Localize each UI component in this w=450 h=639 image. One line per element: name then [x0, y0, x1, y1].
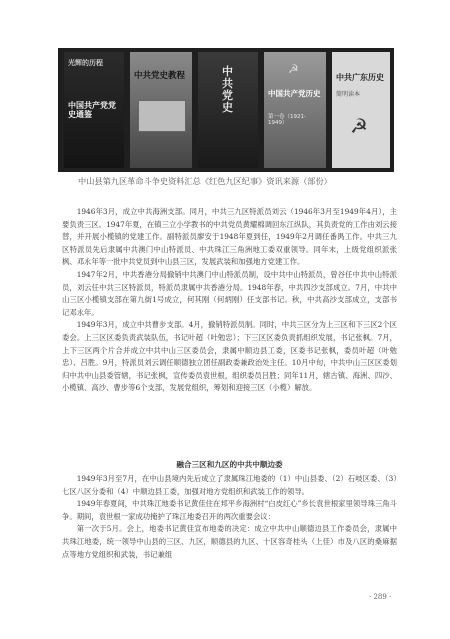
book-4-subtitle: 第一卷（1921-1949） [268, 114, 306, 127]
paragraph: 1946年3月，成立中共海洲支部。同月，中共三九区特派员刘云（1946年3月至1949年4月），主要负责三区。1947年夏，在镇三立小学教书的中共党员黄耀棉调回东江纵队，其负责党的工作由刘云接替，并开展小榄镇的党建工作。副特派员廖安于1948年夏到任，1949年2月调任番禺工作。中共三九区特派员先后隶属中共澳门中山特派员、中共珠江三角洲地工委双重领导。同年末，上级党组织派张枫、邓永年等一批中共党员到中山县三区，发展武装和加强地方党建工作。 [62, 207, 397, 267]
book-cover-3 [198, 52, 258, 168]
photo-caption: 中山县第九区革命斗争史资料汇总《红色九区纪事》资讯来源（部份） [78, 176, 332, 186]
party-emblem-icon: ☭ [350, 114, 368, 138]
page-number: · 289 · [369, 593, 392, 601]
paragraph: 1949年春夏间，中共珠江地委书记黄佳住在邦平乡海洲村“白皮红心”乡长袁世根家里领导珠三角斗争。期间，袁世根一家成功掩护了珠江地委召开的两次重要会议： [62, 499, 397, 521]
section-heading: 融合三区和九区的中共中顺边委 [176, 460, 283, 469]
paragraph: 第一次于5月。会上，地委书记黄佳宣布地委的决定：成立中共中山顺德边县工作委员会，隶属中共珠江地委，统一领导中山县的三区、九区，顺德县的九区、十区容奇桂头（上佳）市及八区的桑麻据点等地方党组织和武装，书记兼组 [62, 524, 397, 559]
book-covers-photo [58, 48, 394, 172]
book-4-title: 中国共产党历史 [268, 89, 321, 98]
party-emblem-icon: ☭ [288, 62, 299, 76]
paragraph: 1949年3月，成立中共曹步支部。4月，撤销特派员制。同时，中共三区分为上三区和下三区2个区委会。上三区区委负责武装队伍，书记叶超（叶勉忠）；下三区区委负责抓组织发展，书记张枫。7月，上下三区两个片合并成立中共中山三区委员会，隶属中顺边县工委，区委书记张枫，委员叶超（叶勉忠）、吕胜。9月，特派员刘云调任顺德独立团任副政委兼政治处主任。10月中旬，中共中山三区区委划归中共中山县委管辖，书记张枫，宣传委员袁世根，组织委员吕胜；同年11月，辖古镇、海洲、四沙、小榄镇、高沙、曹步等6个支部，发展党组织，筹划和迎接三区（小榄）解放。 [62, 320, 397, 393]
book-cover-2 [130, 52, 192, 168]
book-1-title: 中国共产党党史通鉴 [68, 101, 116, 119]
book-cover-4 [264, 52, 326, 168]
book-cover-5 [332, 52, 390, 168]
paragraph: 1949年3月至7月，在中山县境内先后成立了隶属珠江地委的（1）中山县委、（2）石岐区委、（3）七区八区分委和（4）中顺边县工委，加强对地方党组织和武装工作的领导。 [62, 474, 397, 496]
book-1-title-top: 光辉的历程 [68, 59, 103, 67]
paragraph: 1947年2月，中共香港分局撤销中共澳门中山特派员制，设中共中山特派员，曾谷任中共中山特派员，刘云任中共三区特派员，特派员隶属中共香港分局。1948年春，中共四沙支部成立。7月，中共中山三区小榄镇支部在第九街1号成立，何其刚（何炳刚）任支部书记。秋，中共高沙支部成立，支部书记邓永年。 [62, 269, 397, 317]
book-cover-1 [64, 52, 124, 168]
book-5-title: 中共广东历史 [336, 73, 384, 82]
body-section-2 [62, 473, 397, 561]
body-section-1 [62, 206, 397, 395]
building-illustration [138, 100, 186, 132]
book-3-title: 中共党史 [222, 65, 233, 115]
book-5-subtitle: 简明读本 [336, 91, 361, 98]
book-2-title: 中共党史教程 [134, 71, 186, 81]
